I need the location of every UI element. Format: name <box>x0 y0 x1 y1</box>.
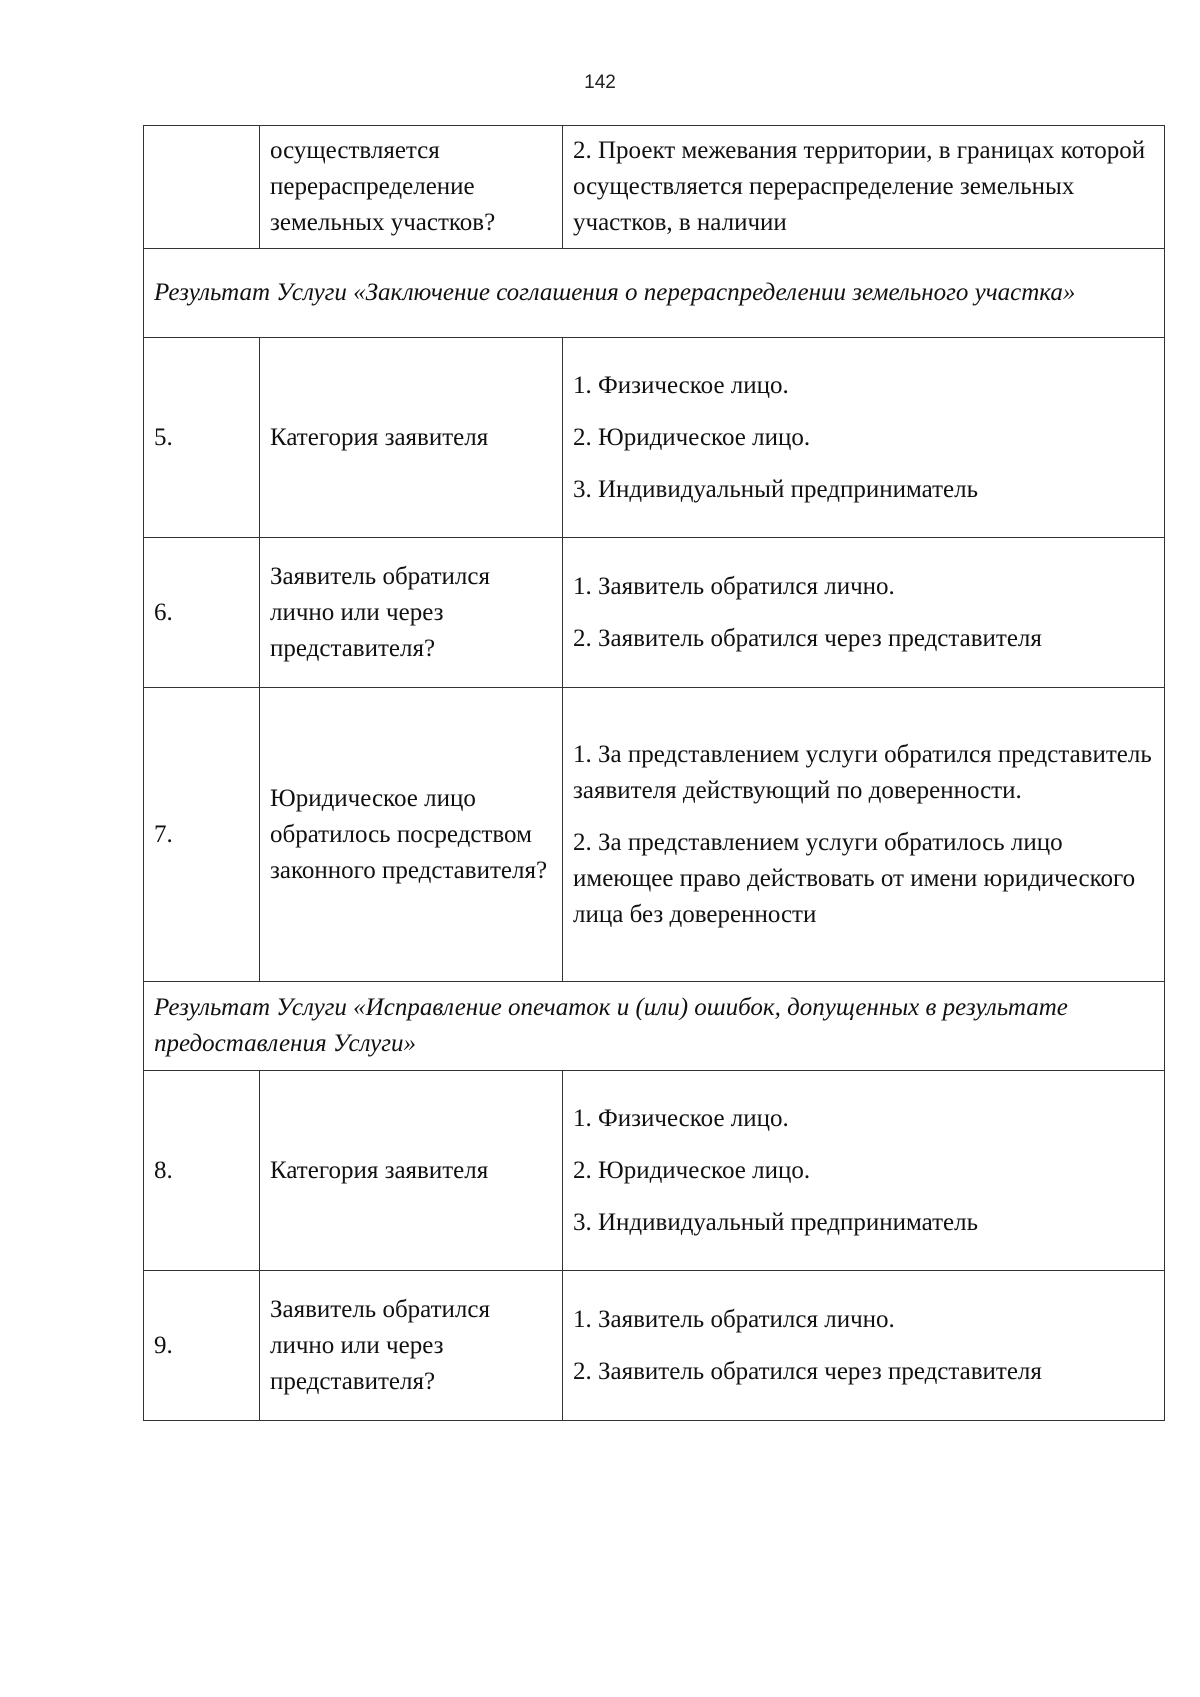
option-text: 2. За представлением услуги обратилось лицо имеющее право действовать от имени юридического лица без доверенности <box>573 828 1136 928</box>
page-number: 142 <box>584 72 616 93</box>
option-text: 2. Проект межевания территории, в границах которой осуществляется перераспределение земельных участков, в наличии <box>573 137 1146 236</box>
table-row <box>144 688 1165 982</box>
section-heading-row <box>144 249 1165 338</box>
option-text: 2. Юридическое лицо. <box>573 1156 811 1184</box>
table-row <box>144 338 1165 538</box>
table-row <box>144 538 1165 688</box>
option-text: 1. Заявитель обратился лично. <box>573 572 895 600</box>
row-options <box>563 1071 1165 1271</box>
table-row <box>144 1271 1165 1421</box>
row-question: осуществляется перераспределение земельных участков? <box>260 126 563 249</box>
table-row <box>144 1071 1165 1271</box>
option-text: 1. За представлением услуги обратился представитель заявителя действующий по доверенности. <box>573 740 1152 804</box>
row-options <box>563 338 1165 538</box>
option-text: 3. Индивидуальный предприниматель <box>573 1208 978 1236</box>
option-text: 2. Юридическое лицо. <box>573 423 811 451</box>
row-number: 8. <box>144 1071 260 1271</box>
section-heading: Результат Услуги «Исправление опечаток и (или) ошибок, допущенных в результате предоставления Услуги» <box>144 982 1165 1071</box>
table-row-continuation <box>144 126 1165 249</box>
row-question: Категория заявителя <box>260 1071 563 1271</box>
row-options <box>563 1271 1165 1421</box>
row-number <box>144 126 260 249</box>
row-question: Заявитель обратился лично или через представителя? <box>260 1271 563 1421</box>
criteria-table <box>143 125 1165 1421</box>
row-options <box>563 538 1165 688</box>
option-text: 3. Индивидуальный предприниматель <box>573 475 978 503</box>
row-number: 7. <box>144 688 260 982</box>
row-question: Юридическое лицо обратилось посредством законного представителя? <box>260 688 563 982</box>
option-text: 2. Заявитель обратился через представителя <box>573 624 1042 652</box>
row-number: 5. <box>144 338 260 538</box>
section-heading-row <box>144 982 1165 1071</box>
row-number: 6. <box>144 538 260 688</box>
row-options <box>563 688 1165 982</box>
option-text: 2. Заявитель обратился через представителя <box>573 1357 1042 1385</box>
row-number: 9. <box>144 1271 260 1421</box>
row-options <box>563 126 1165 249</box>
row-question: Заявитель обратился лично или через представителя? <box>260 538 563 688</box>
section-heading: Результат Услуги «Заключение соглашения о перераспределении земельного участка» <box>144 249 1165 338</box>
row-question: Категория заявителя <box>260 338 563 538</box>
option-text: 1. Физическое лицо. <box>573 1104 789 1132</box>
option-text: 1. Заявитель обратился лично. <box>573 1305 895 1333</box>
option-text: 1. Физическое лицо. <box>573 371 789 399</box>
